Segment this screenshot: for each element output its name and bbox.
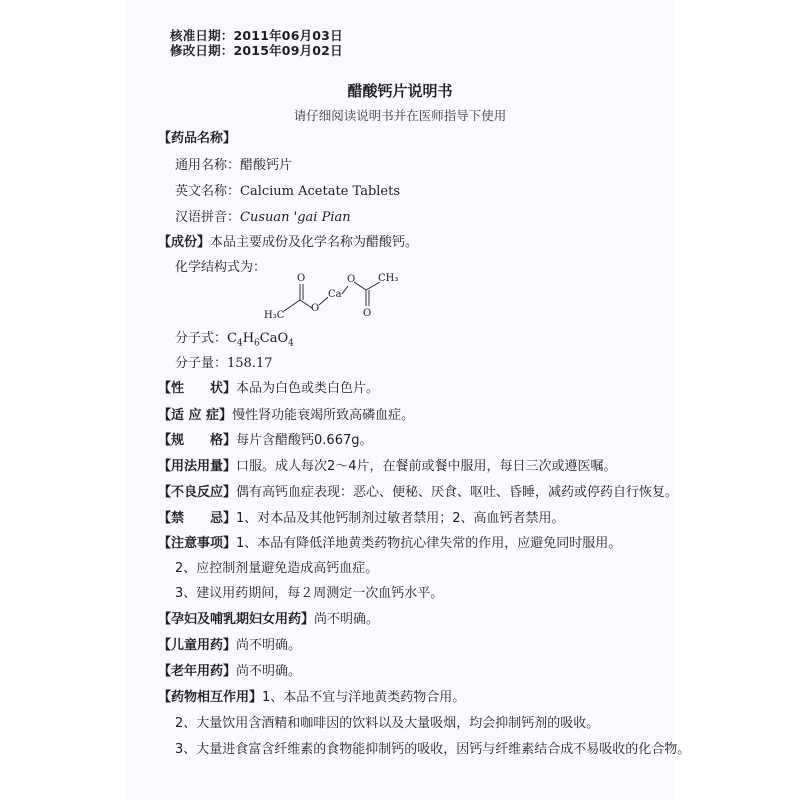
adverse-row	[158, 481, 678, 500]
approval-date: 核准日期：2011年06月03日	[170, 28, 343, 43]
pinyin-row	[175, 206, 351, 225]
indications-row	[158, 404, 414, 423]
pediatric-text: 尚不明确。	[236, 638, 302, 653]
interactions-item-2: 2、大量饮用含酒精和咖啡因的饮料以及大量吸烟，均会抑制钙剂的吸收。	[175, 716, 600, 731]
atom-o-carbonyl-right: O	[363, 308, 372, 319]
geriatric-text: 尚不明确。	[236, 664, 302, 679]
formula-row	[175, 327, 294, 349]
pinyin: Cusuan 'gai Pian	[240, 210, 351, 225]
section-geriatric-heading: 【老年用药】	[158, 664, 237, 679]
precautions-item-3: 3、建议用药期间，每２周测定一次血钙水平。	[175, 586, 444, 601]
weight-label: 分子量：	[175, 356, 228, 371]
bond-o-c-right	[354, 282, 366, 290]
precautions-row	[158, 532, 621, 551]
molecular-weight: 158.17	[227, 356, 273, 371]
atom-o-bridge-left: O	[311, 303, 320, 314]
geriatric-row	[158, 660, 301, 679]
section-adverse-heading: 【不良反应】	[158, 485, 237, 500]
section-drug-name-heading: 【药品名称】	[158, 131, 237, 146]
contraindications-row	[158, 507, 565, 526]
adverse-text: 偶有高钙血症表现：恶心、便秘、厌食、呕吐、昏睡，减药或停药自行恢复。	[236, 485, 679, 500]
section-properties-heading: 【性 状】	[158, 381, 237, 396]
document-title: 醋酸钙片说明书	[347, 82, 453, 100]
generic-name: 通用名称：醋酸钙片	[175, 158, 293, 173]
section-indications-heading: 【适 应 症】	[158, 408, 233, 423]
precautions-item-2: 2、应控制剂量避免造成高钙血症。	[175, 561, 379, 576]
pregnancy-row	[158, 608, 379, 627]
weight-row	[175, 352, 273, 371]
indications-text: 慢性肾功能衰竭所致高磷血症。	[232, 408, 415, 423]
bond-ch3-c-left	[284, 300, 300, 311]
section-dosage-heading: 【用法用量】	[158, 459, 237, 474]
dosage-text: 口服。成人每次2～4片，在餐前或餐中服用，每日三次或遵医嘱。	[236, 459, 617, 474]
precautions-item-1: 1、本品有降低洋地黄类药物抗心律失常的作用，应避免同时服用。	[236, 536, 622, 551]
properties-text: 本品为白色或类白色片。	[236, 381, 380, 396]
molecular-formula: $C_4H_6CaO_4$	[227, 331, 294, 349]
document-subtitle: 请仔细阅读说明书并在医师指导下使用	[293, 108, 507, 123]
composition-text: 本品主要成份及化学名称为醋酸钙。	[210, 235, 419, 250]
properties-row	[158, 377, 379, 396]
atom-ch3-right: CH₃	[378, 273, 399, 284]
specification-row	[158, 429, 372, 448]
chemical-structure-diagram	[262, 264, 412, 326]
contraindications-text: 1、对本品及其他钙制剂过敏者禁用；2、高血钙者禁用。	[236, 511, 565, 526]
pediatric-row	[158, 634, 301, 653]
revision-date: 修改日期：2015年09月02日	[170, 43, 343, 58]
dosage-row	[158, 455, 617, 474]
atom-o-bridge-right: O	[347, 274, 356, 285]
section-precautions-heading: 【注意事项】	[158, 536, 237, 551]
bond-o-ca-left	[319, 297, 328, 305]
section-composition-heading: 【成份】	[158, 235, 211, 250]
structure-label: 化学结构式为：	[175, 260, 267, 275]
bond-ca-o-right	[342, 286, 348, 294]
interactions-row	[158, 686, 465, 705]
atom-o-carbonyl-left: O	[297, 273, 306, 284]
section-contraindications-heading: 【禁 忌】	[158, 511, 237, 526]
pregnancy-text: 尚不明确。	[314, 612, 380, 627]
atom-ca: Ca	[328, 289, 342, 300]
english-name-label: 英文名称：	[175, 184, 241, 199]
section-pediatric-heading: 【儿童用药】	[158, 638, 237, 653]
interactions-item-3: 3、大量进食富含纤维素的食物能抑制钙的吸收，因钙与纤维素结合成不易吸收的化合物。	[175, 742, 691, 757]
english-name-row	[175, 180, 400, 199]
atom-ch3-left: H₃C	[264, 310, 285, 321]
section-specification-heading: 【规 格】	[158, 433, 237, 448]
interactions-item-1: 1、本品不宜与洋地黄类药物合用。	[262, 690, 466, 705]
formula-label: 分子式：	[175, 331, 228, 346]
pinyin-label: 汉语拼音：	[175, 210, 241, 225]
specification-text: 每片含醋酸钙0.667g。	[236, 433, 373, 448]
section-pregnancy-heading: 【孕妇及哺乳期妇女用药】	[158, 612, 315, 627]
composition-row	[158, 231, 418, 250]
section-interactions-heading: 【药物相互作用】	[158, 690, 263, 705]
english-name: Calcium Acetate Tablets	[240, 184, 401, 199]
